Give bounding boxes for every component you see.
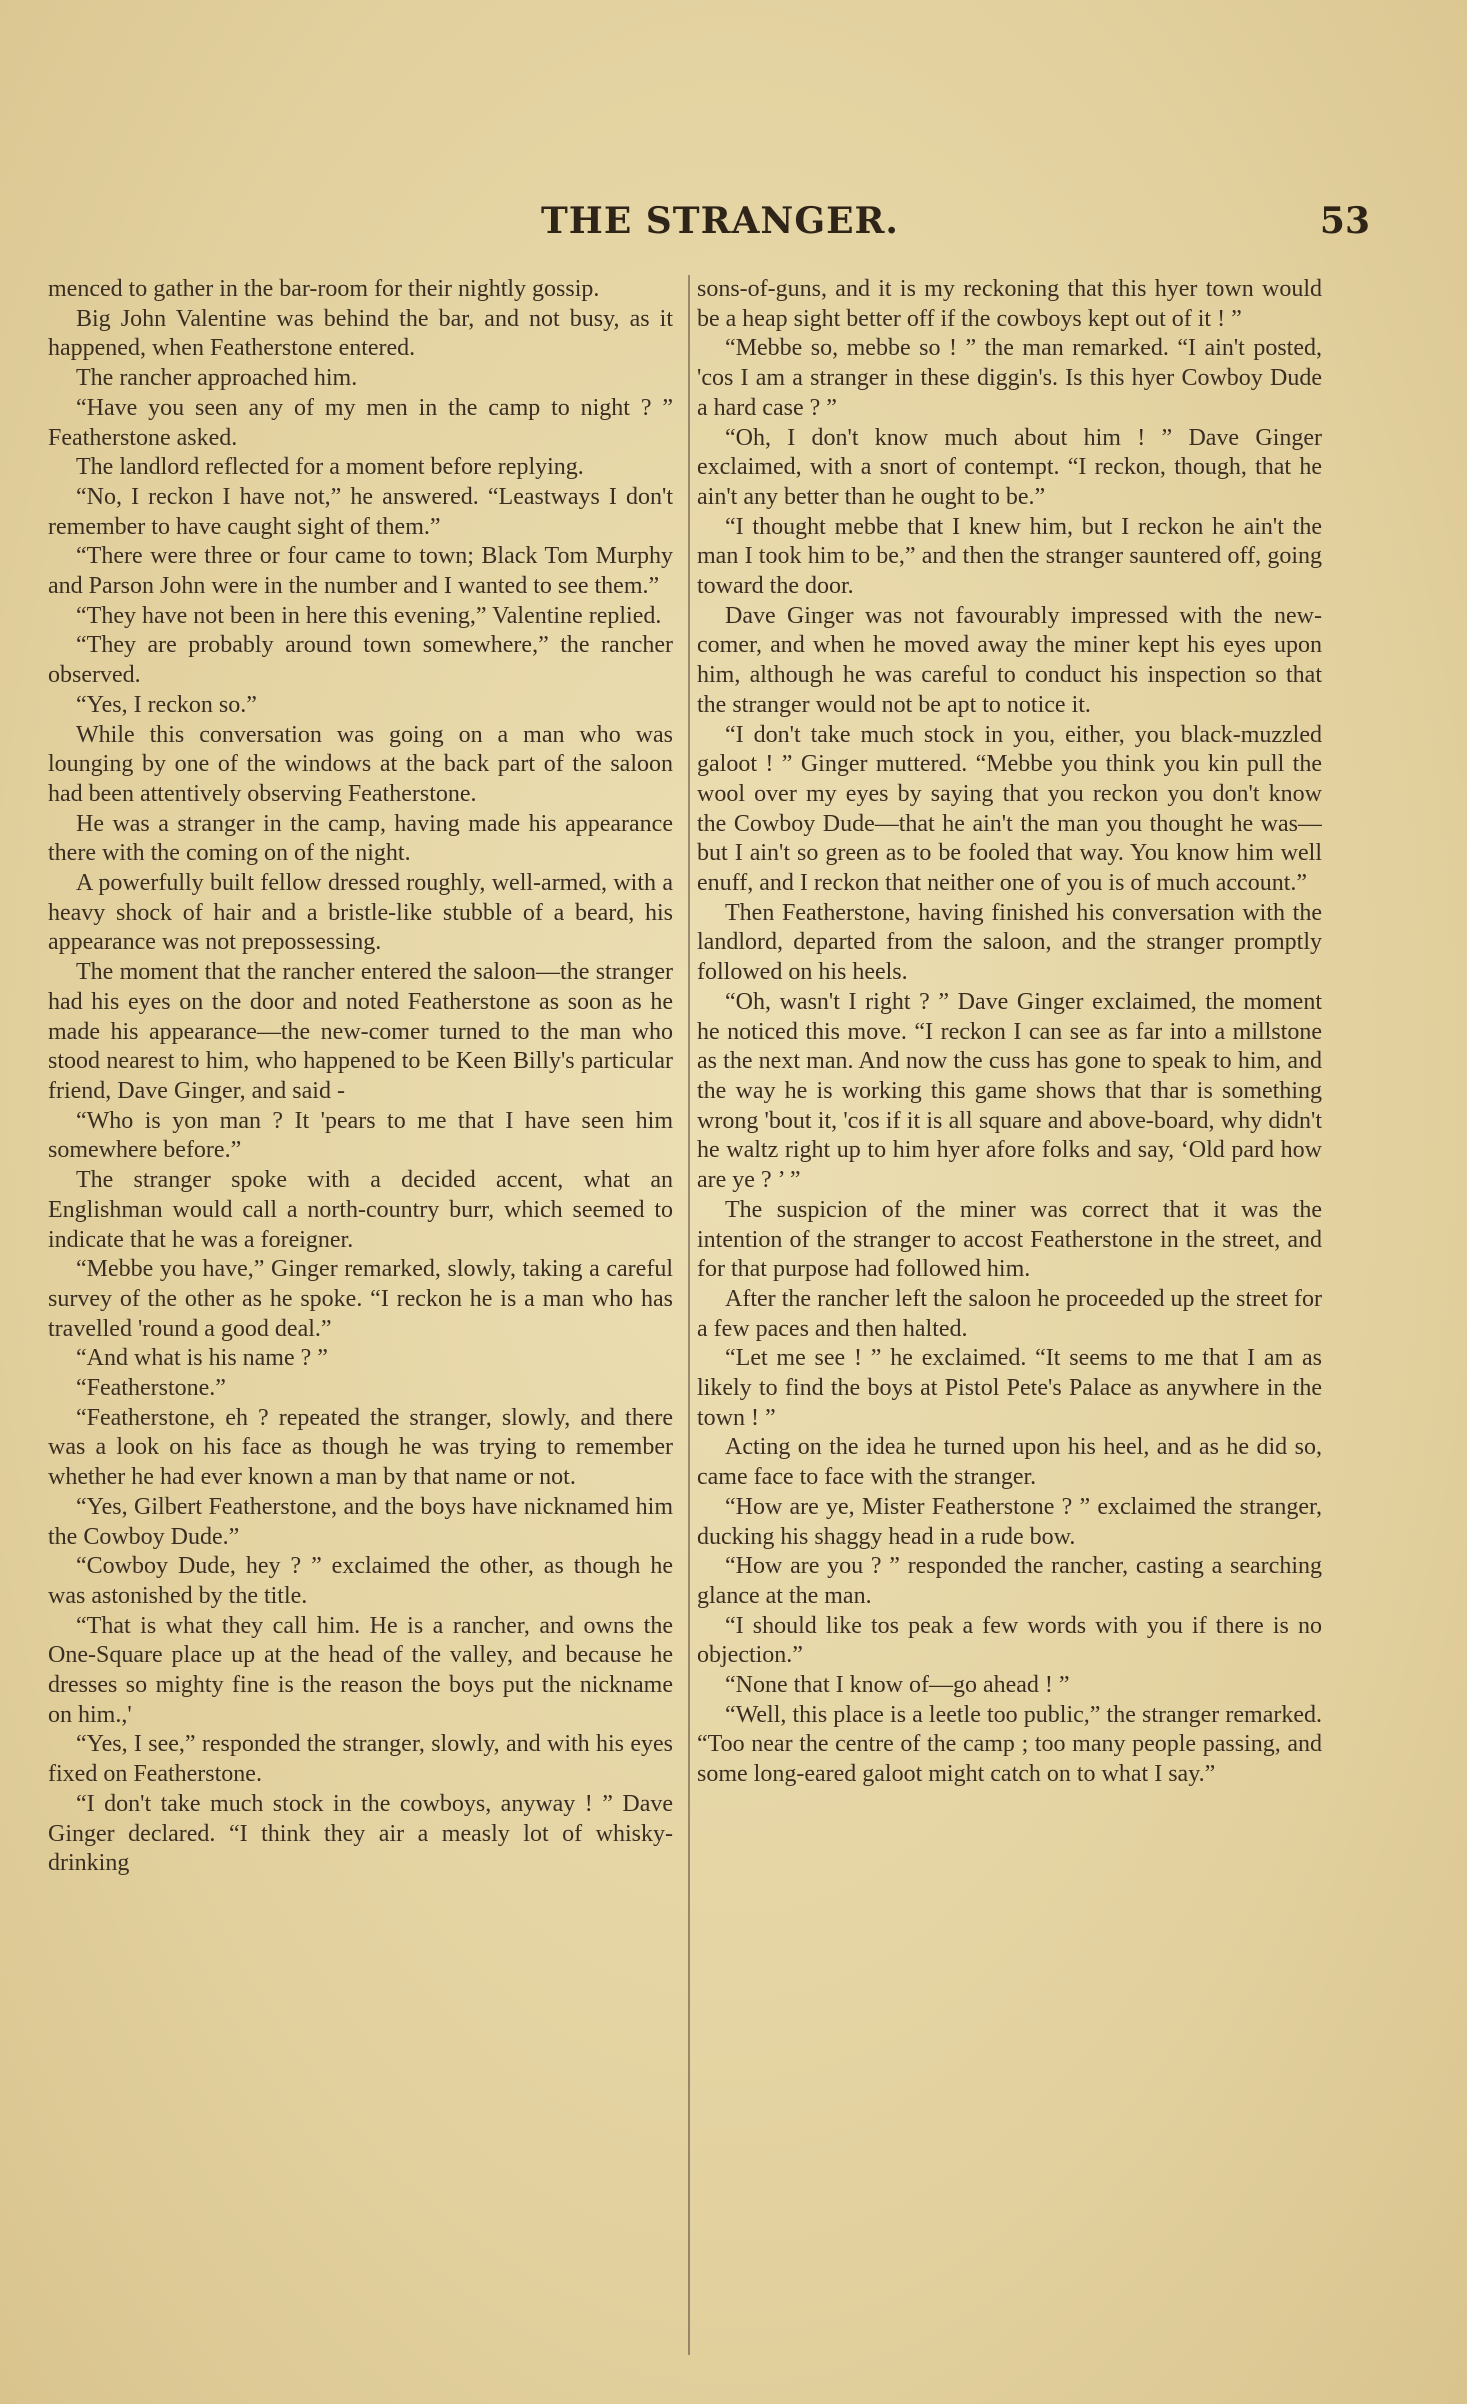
paragraph: Dave Ginger was not favourably impressed with the new-comer, and when he moved away the miner kept his eyes upon him, although he was careful to conduct his inspection so that the stranger would not be apt to notice it. — [697, 602, 1322, 718]
paragraph: “And what is his name ? ” — [76, 1345, 328, 1372]
paragraph: “Oh, wasn't I right ? ” Dave Ginger exclaimed, the moment he noticed this move. “I reckon I can see as far into a millstone as the next man. And now the cuss has gone to speak to him, and the way he is working this game shows that thar is something wrong 'bout it, 'cos if it is all square and above-board, why didn't he waltz right up to him hyer afore folks and say, ‘Old pard how are ye ? ’ ” — [697, 988, 1322, 1194]
paragraph: “I thought mebbe that I knew him, but I reckon he ain't the man I took him to be,” and then the stranger sauntered off, going toward the door. — [697, 513, 1322, 600]
paragraph: “Yes, I reckon so.” — [76, 691, 257, 718]
paragraph: menced to gather in the bar-room for their nightly gossip. — [48, 276, 600, 302]
paragraph: “Oh, I don't know much about him ! ” Dave Ginger exclaimed, with a snort of contempt. “I reckon, though, that he ain't any better than he ought to be.” — [697, 424, 1322, 510]
paragraph: The suspicion of the miner was correct that it was the intention of the stranger to accost Featherstone in the street, and for that purpose had followed him. — [697, 1196, 1322, 1283]
left-column — [48, 275, 673, 2360]
paragraph: A powerfully built fellow dressed roughly, well-armed, with a heavy shock of hair and a bristle-like stubble of a beard, his appearance was not prepossessing. — [48, 870, 673, 956]
paragraph: After the rancher left the saloon he proceeded up the street for a few paces and then halted. — [697, 1285, 1322, 1342]
paragraph: “I don't take much stock in you, either, you black-muzzled galoot ! ” Ginger muttered. “Mebbe you think you kin pull the wool over my eyes by saying that you reckon you don't know the Cowboy Dude—that he ain't the man you thought he was—but I ain't so green as to be fooled that way. You know him well enuff, and I reckon that neither one of you is of much account.” — [697, 721, 1322, 897]
paragraph: He was a stranger in the camp, having made his appearance there with the coming on of the night. — [48, 810, 673, 867]
paragraph: Then Featherstone, having finished his conversation with the landlord, departed from the saloon, and the stranger promptly followed on his heels. — [697, 899, 1322, 986]
running-title: THE STRANGER. — [541, 200, 899, 242]
paragraph: “That is what they call him. He is a rancher, and owns the One-Square place up at the head of the valley, and because he dresses so mighty fine is the reason the boys put the nickname on him.,' — [48, 1612, 673, 1728]
paragraph: “Who is yon man ? It 'pears to me that I have seen him somewhere before.” — [48, 1107, 673, 1164]
paragraph: “Yes, I see,” responded the stranger, slowly, and with his eyes fixed on Featherstone. — [48, 1731, 673, 1788]
paragraph: “There were three or four came to town; Black Tom Murphy and Parson John were in the number and I wanted to see them.” — [48, 543, 673, 600]
paragraph: While this conversation was going on a man who was lounging by one of the windows at the back part of the saloon had been attentively observing Featherstone. — [48, 721, 673, 807]
paragraph: “How are you ? ” responded the rancher, casting a searching glance at the man. — [697, 1553, 1322, 1609]
paragraph: “Yes, Gilbert Featherstone, and the boys have nicknamed him the Cowboy Dude.” — [48, 1493, 673, 1550]
paragraph: The stranger spoke with a decided accent, what an Englishman would call a north-country burr, which seemed to indicate that he was a foreigner. — [48, 1167, 673, 1253]
paragraph: The landlord reflected for a moment before replying. — [76, 454, 584, 481]
paragraph: Big John Valentine was behind the bar, and not busy, as it happened, when Featherstone entered. — [48, 305, 673, 362]
paragraph: “How are ye, Mister Featherstone ? ” exclaimed the stranger, ducking his shaggy head in a rude bow. — [697, 1493, 1322, 1550]
page-header — [70, 200, 1370, 260]
paragraph: “Well, this place is a leetle too public,” the stranger remarked. “Too near the centre of the camp ; too many people passing, and some long-eared galoot might catch on to what I say.” — [697, 1701, 1322, 1788]
paragraph: “I should like tos peak a few words with you if there is no objection.” — [697, 1612, 1322, 1669]
page-number: 53 — [1319, 200, 1370, 242]
paragraph: sons-of-guns, and it is my reckoning that this hyer town would be a heap sight better off if the cowboys kept out of it ! ” — [697, 276, 1322, 332]
paragraph: The moment that the rancher entered the saloon—the stranger had his eyes on the door and noted Featherstone as soon as he made his appearance—the new-comer turned to the man who stood nearest to him, who happened to be Keen Billy's particular friend, Dave Ginger, and said - — [48, 959, 673, 1104]
paragraph: “Let me see ! ” he exclaimed. “It seems to me that I am as likely to find the boys at Pistol Pete's Palace as anywhere in the town ! ” — [697, 1345, 1322, 1431]
column-divider — [688, 275, 690, 2355]
paragraph: “Cowboy Dude, hey ? ” exclaimed the other, as though he was astonished by the title. — [48, 1553, 673, 1609]
right-column — [697, 275, 1322, 2360]
paragraph: “They are probably around town somewhere,” the rancher observed. — [48, 632, 673, 689]
paragraph: The rancher approached him. — [76, 365, 358, 392]
paragraph: “Featherstone.” — [76, 1375, 226, 1402]
paragraph: “Featherstone, eh ? repeated the stranger, slowly, and there was a look on his face as though he was trying to remember whether he had ever known a man by that name or not. — [48, 1404, 673, 1491]
paragraph: Acting on the idea he turned upon his heel, and as he did so, came face to face with the stranger. — [697, 1434, 1322, 1491]
paragraph: “They have not been in here this evening,” Valentine replied. — [76, 602, 662, 629]
paragraph: “Have you seen any of my men in the camp to night ? ” Featherstone asked. — [48, 394, 673, 451]
paragraph: “None that I know of—go ahead ! ” — [725, 1672, 1070, 1699]
paragraph: “I don't take much stock in the cowboys, anyway ! ” Dave Ginger declared. “I think they air a measly lot of whisky-drinking — [48, 1790, 673, 1877]
paragraph: “Mebbe so, mebbe so ! ” the man remarked. “I ain't posted, 'cos I am a stranger in these diggin's. Is this hyer Cowboy Dude a hard case ? ” — [697, 335, 1322, 421]
paragraph: “Mebbe you have,” Ginger remarked, slowly, taking a careful survey of the other as he spoke. “I reckon he is a man who has travelled 'round a good deal.” — [48, 1256, 673, 1342]
paragraph: “No, I reckon I have not,” he answered. “Leastways I don't remember to have caught sight of them.” — [48, 483, 673, 540]
